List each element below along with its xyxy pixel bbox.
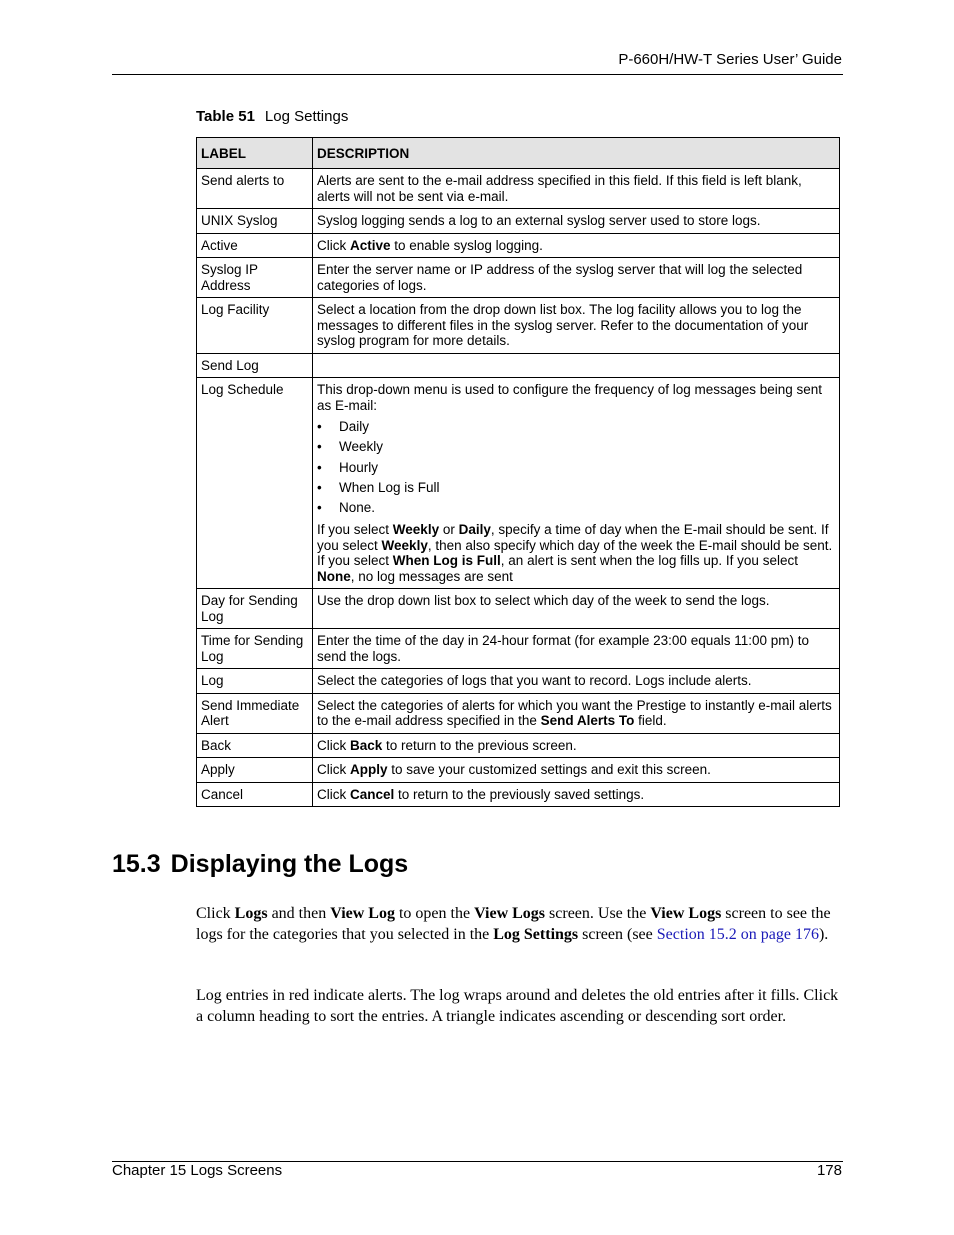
row-description: Enter the time of the day in 24-hour format (for example 23:00 equals 11:00 pm) to send the logs. bbox=[313, 629, 840, 669]
table-row bbox=[197, 758, 840, 783]
section-heading bbox=[112, 850, 408, 879]
log-schedule-note: If you select Weekly or Daily, specify a time of day when the E-mail should be sent. If you select Weekly, then also specify which day of the week the E-mail should be sent. If you select When Log is Full, an alert is sent when the log fills up. If you select None, no log messages are sent bbox=[317, 522, 833, 584]
row-description bbox=[313, 378, 840, 589]
table-header-row bbox=[197, 138, 840, 169]
log-schedule-options bbox=[317, 417, 835, 518]
table-row bbox=[197, 258, 840, 298]
log-schedule-intro: This drop-down menu is used to configure the frequency of log messages being sent as E-mail: bbox=[317, 382, 823, 413]
section-cross-reference-link[interactable]: Section 15.2 on page 176 bbox=[656, 925, 819, 943]
row-description: Click Cancel to return to the previously saved settings. bbox=[313, 782, 840, 807]
section-number: 15.3 bbox=[112, 850, 161, 878]
footer-page-number: 178 bbox=[816, 1162, 842, 1179]
table-caption-number: Table 51 bbox=[196, 108, 255, 125]
bullet-icon: • bbox=[317, 419, 322, 434]
row-description: Enter the server name or IP address of the syslog server that will log the selected categories of logs. bbox=[313, 258, 840, 298]
row-label: Active bbox=[197, 233, 313, 258]
footer-chapter-title: Chapter 15 Logs Screens bbox=[112, 1162, 283, 1179]
table-row bbox=[197, 629, 840, 669]
column-header-label: LABEL bbox=[197, 138, 313, 169]
body-paragraph-1: Click Logs and then View Log to open the View Logs screen. Use the View Logs screen to see the logs for the categories that you selected in the Log Settings screen (see Section 15.2 on page 176). bbox=[196, 905, 831, 943]
row-description: Select the categories of logs that you want to record. Logs include alerts. bbox=[313, 669, 840, 694]
list-item: • None. bbox=[317, 498, 835, 518]
list-item: • When Log is Full bbox=[317, 478, 835, 498]
log-settings-table bbox=[196, 137, 840, 807]
table-row bbox=[197, 298, 840, 354]
table-row bbox=[197, 209, 840, 234]
table-row bbox=[197, 353, 840, 378]
list-item: • Daily bbox=[317, 417, 835, 437]
row-label: Syslog IP Address bbox=[197, 258, 313, 298]
row-label: Log Facility bbox=[197, 298, 313, 354]
row-label: Time for Sending Log bbox=[197, 629, 313, 669]
row-label: Cancel bbox=[197, 782, 313, 807]
row-description: Use the drop down list box to select which day of the week to send the logs. bbox=[313, 589, 840, 629]
row-label: Back bbox=[197, 733, 313, 758]
row-label: Log bbox=[197, 669, 313, 694]
table-row bbox=[197, 693, 840, 733]
row-description: Click Apply to save your customized settings and exit this screen. bbox=[313, 758, 840, 783]
header-rule bbox=[112, 74, 843, 75]
table-row bbox=[197, 378, 840, 589]
row-label: Send alerts to bbox=[197, 169, 313, 209]
row-description: Alerts are sent to the e-mail address specified in this field. If this field is left blank, alerts will not be sent via e-mail. bbox=[313, 169, 840, 209]
bullet-icon: • bbox=[317, 479, 322, 495]
row-description: Select a location from the drop down list box. The log facility allows you to log the messages to different files in the syslog server. Refer to the documentation of your syslog program for more details. bbox=[313, 298, 840, 354]
section-title: Displaying the Logs bbox=[170, 850, 409, 878]
body-paragraph-2: Log entries in red indicate alerts. The log wraps around and deletes the old entries after it fills. Click a column heading to sort the entries. A triangle indicates ascending or descending sort order. bbox=[196, 987, 839, 1025]
table-row bbox=[197, 589, 840, 629]
column-header-description: DESCRIPTION bbox=[313, 138, 840, 169]
table-caption bbox=[196, 108, 348, 125]
row-description: Syslog logging sends a log to an external syslog server used to store logs. bbox=[313, 209, 840, 234]
list-item: • Weekly bbox=[317, 437, 835, 457]
row-description: Select the categories of alerts for which you want the Prestige to instantly e-mail alerts to the e-mail address specified in the Send Alerts To field. bbox=[313, 693, 840, 733]
bullet-icon: • bbox=[317, 500, 322, 516]
table-row bbox=[197, 733, 840, 758]
row-label: Send Log bbox=[197, 353, 313, 378]
row-label: Day for Sending Log bbox=[197, 589, 313, 629]
list-item: • Hourly bbox=[317, 458, 835, 478]
bullet-icon: • bbox=[317, 459, 322, 475]
row-description bbox=[313, 353, 840, 378]
row-label: Log Schedule bbox=[197, 378, 313, 589]
table-row bbox=[197, 669, 840, 694]
table-caption-title: Log Settings bbox=[264, 108, 349, 125]
table-row bbox=[197, 169, 840, 209]
row-label: Send Immediate Alert bbox=[197, 693, 313, 733]
table-row bbox=[197, 233, 840, 258]
row-label: UNIX Syslog bbox=[197, 209, 313, 234]
table-row bbox=[197, 782, 840, 807]
bullet-icon: • bbox=[317, 439, 322, 455]
row-label: Apply bbox=[197, 758, 313, 783]
row-description: Click Back to return to the previous screen. bbox=[313, 733, 840, 758]
document-header-title: P-660H/HW-T Series User’ Guide bbox=[618, 51, 842, 68]
row-description: Click Active to enable syslog logging. bbox=[313, 233, 840, 258]
